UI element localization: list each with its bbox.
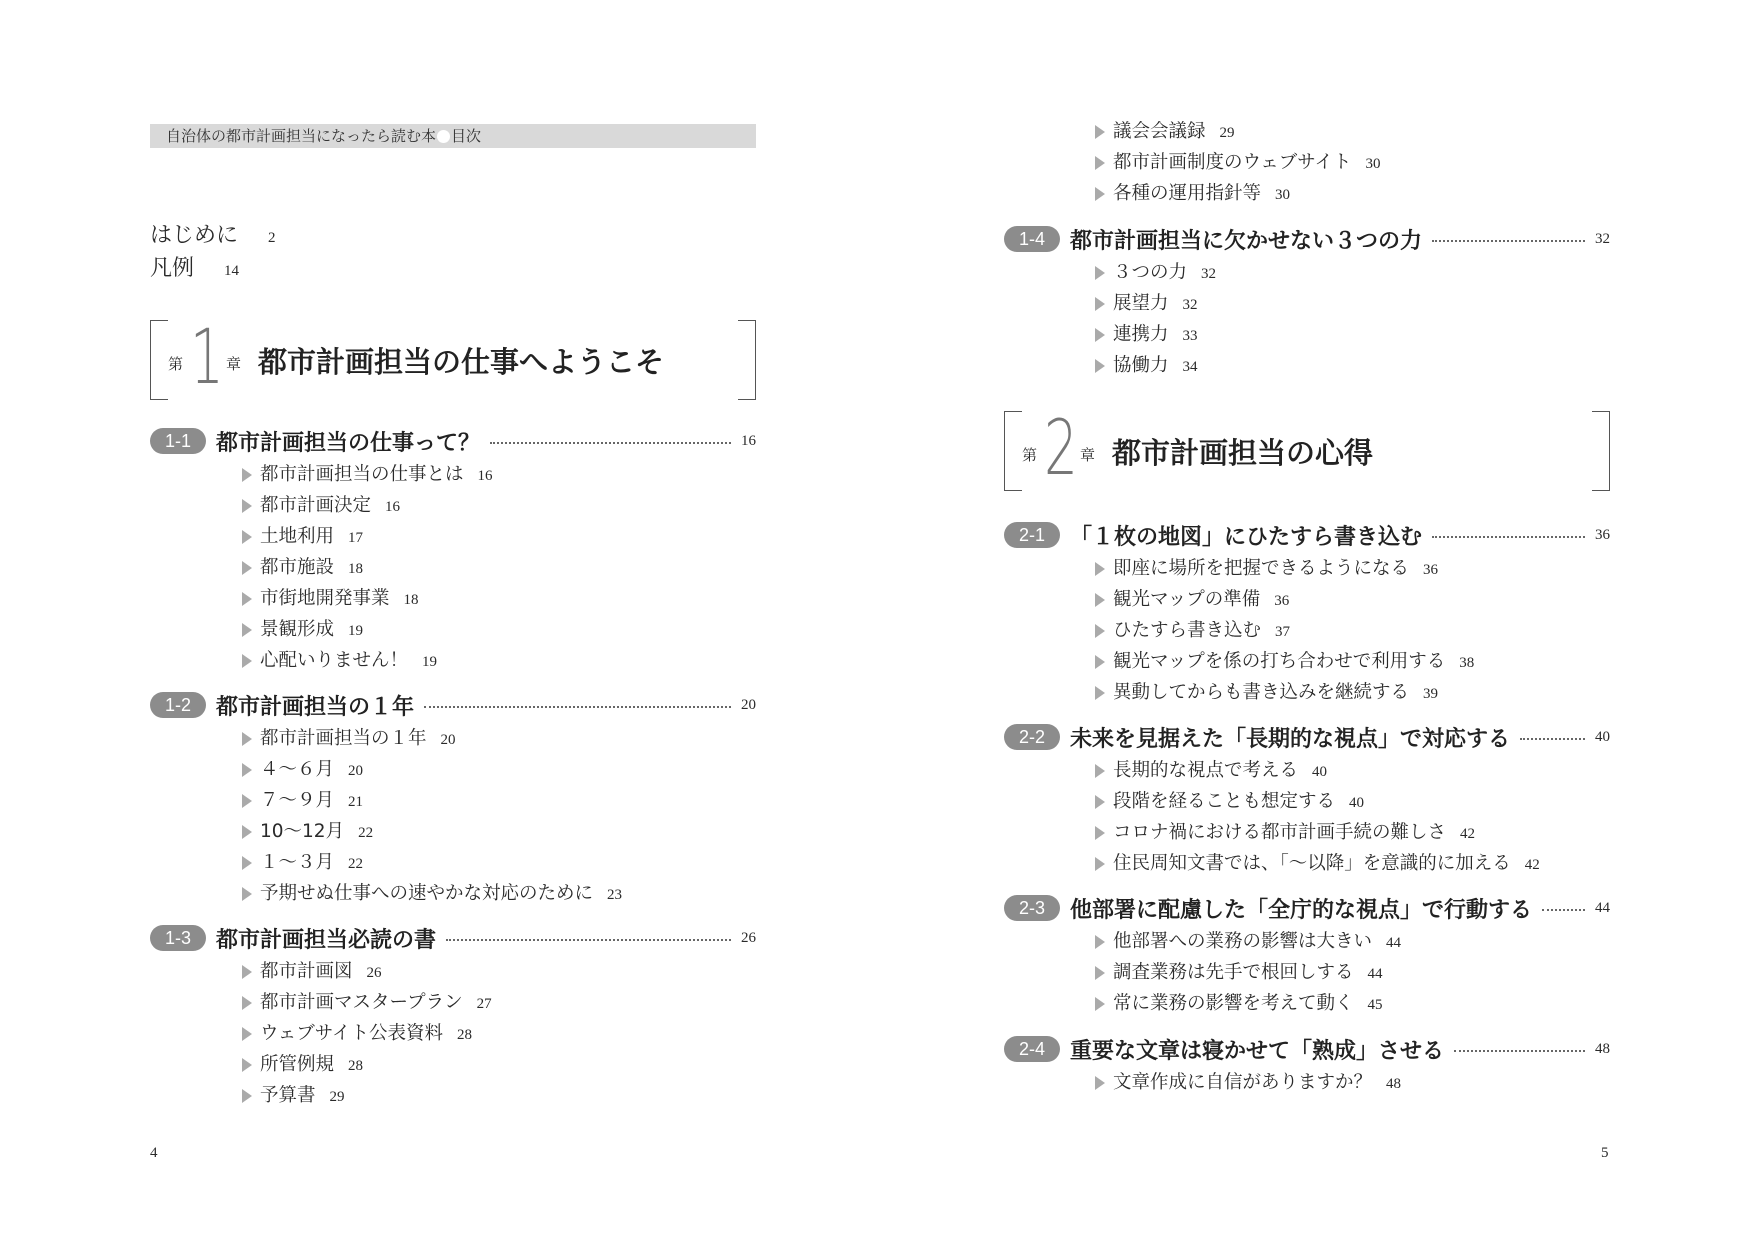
section-heading-1-3[interactable] (150, 923, 756, 953)
item-label: 都市計画マスタープラン (260, 992, 463, 1013)
section-page: 20 (741, 696, 756, 713)
section-title: 都市計画担当の１年 (216, 694, 415, 720)
triangle-bullet-icon (1095, 655, 1105, 669)
front-matter-item[interactable] (150, 218, 276, 249)
triangle-bullet-icon (1095, 328, 1105, 342)
item-label: 都市計画図 (260, 961, 353, 982)
item-label: 予算書 (260, 1085, 316, 1106)
list-item[interactable] (1095, 1067, 1401, 1098)
list-item[interactable] (1095, 957, 1401, 988)
item-list-1-3-right (1095, 116, 1380, 209)
list-item[interactable] (242, 1080, 492, 1111)
item-label: 議会会議録 (1113, 121, 1206, 142)
item-page: 28 (348, 1058, 364, 1074)
item-label: 連携力 (1113, 324, 1169, 345)
list-item[interactable] (1095, 755, 1540, 786)
dot-leader (446, 939, 731, 941)
item-list-1-3-left (242, 956, 492, 1111)
list-item[interactable] (242, 552, 493, 583)
front-matter-item[interactable] (150, 251, 239, 282)
dot-leader (1454, 1050, 1585, 1052)
triangle-bullet-icon (242, 654, 252, 668)
item-label: 文章作成に自信がありますか？ (1113, 1072, 1373, 1093)
triangle-bullet-icon (1095, 1076, 1105, 1090)
dot-leader (490, 442, 731, 444)
item-list-2-3 (1095, 926, 1401, 1019)
list-item[interactable] (1095, 178, 1380, 209)
item-page: 17 (348, 530, 364, 546)
chapter-title: 都市計画担当の仕事へようこそ (258, 345, 665, 379)
triangle-bullet-icon (1095, 624, 1105, 638)
item-page: 36 (1274, 593, 1290, 609)
item-page: 38 (1459, 655, 1475, 671)
triangle-bullet-icon (1095, 966, 1105, 980)
triangle-bullet-icon (242, 732, 252, 746)
bracket-left (150, 320, 168, 400)
item-label: 10～12月 (260, 821, 345, 842)
list-item[interactable] (1095, 786, 1540, 817)
triangle-bullet-icon (1095, 187, 1105, 201)
section-badge: 2-2 (1004, 724, 1060, 750)
item-label: 展望力 (1113, 293, 1169, 314)
item-page: 37 (1275, 624, 1291, 640)
list-item[interactable] (242, 614, 493, 645)
triangle-bullet-icon (1095, 359, 1105, 373)
item-page: 39 (1423, 686, 1439, 702)
triangle-bullet-icon (242, 794, 252, 808)
triangle-bullet-icon (1095, 297, 1105, 311)
book-title: 自治体の都市計画担当になったら読む本 (166, 127, 437, 145)
item-label: ひたすら書き込む (1113, 620, 1262, 641)
item-page: 45 (1367, 997, 1383, 1013)
section-page: 16 (741, 432, 756, 449)
list-item[interactable] (1095, 147, 1380, 178)
section-heading-2-2[interactable] (1004, 722, 1610, 752)
item-page: 32 (1201, 266, 1217, 282)
list-item[interactable] (1095, 615, 1474, 646)
section-heading-2-3[interactable] (1004, 893, 1610, 923)
section-badge: 1-1 (150, 428, 206, 454)
item-label: ７～９月 (260, 790, 335, 811)
triangle-bullet-icon (1095, 764, 1105, 778)
section-badge: 2-4 (1004, 1036, 1060, 1062)
list-item[interactable] (242, 583, 493, 614)
item-page: 30 (1275, 187, 1291, 203)
item-page: 19 (348, 623, 364, 639)
triangle-bullet-icon (242, 965, 252, 979)
item-page: 40 (1312, 764, 1328, 780)
item-label: 景観形成 (260, 619, 335, 640)
section-badge: 2-1 (1004, 522, 1060, 548)
section-title: 未来を見据えた「長期的な視点」で対応する (1070, 726, 1511, 752)
triangle-bullet-icon (242, 1058, 252, 1072)
list-item[interactable] (242, 785, 622, 816)
running-header (150, 124, 756, 148)
item-page: 22 (348, 856, 364, 872)
list-item[interactable] (1095, 553, 1474, 584)
triangle-bullet-icon (242, 592, 252, 606)
item-page: 18 (403, 592, 419, 608)
section-title: 「１枚の地図」にひたすら書き込む (1070, 524, 1423, 550)
item-page: 42 (1460, 826, 1476, 842)
triangle-bullet-icon (242, 1089, 252, 1103)
item-page: 27 (476, 996, 492, 1012)
item-list-2-4 (1095, 1067, 1401, 1098)
list-item[interactable] (242, 1018, 492, 1049)
item-page: 40 (1349, 795, 1365, 811)
item-label: 都市施設 (260, 557, 335, 578)
triangle-bullet-icon (1095, 156, 1105, 170)
item-page: 22 (358, 825, 374, 841)
list-item[interactable] (1095, 677, 1474, 708)
triangle-bullet-icon (242, 499, 252, 513)
list-item[interactable] (242, 490, 493, 521)
item-page: 30 (1365, 156, 1381, 172)
triangle-bullet-icon (1095, 826, 1105, 840)
list-item[interactable] (1095, 319, 1216, 350)
dot-leader (1432, 536, 1585, 538)
item-label: 都市計画制度のウェブサイト (1113, 152, 1352, 173)
item-label: 土地利用 (260, 526, 335, 547)
right-page (877, 0, 1755, 1240)
chapter-prefix: 第 (168, 355, 184, 373)
item-page: 32 (1182, 297, 1198, 313)
bracket-right (1592, 411, 1610, 491)
list-item[interactable] (1095, 817, 1540, 848)
list-item[interactable] (242, 956, 492, 987)
item-page: 16 (385, 499, 401, 515)
section-page: 32 (1595, 230, 1610, 247)
item-label: 異動してからも書き込みを継続する (1113, 682, 1410, 703)
section-title: 重要な文章は寝かせて「熟成」させる (1070, 1038, 1445, 1064)
list-item[interactable] (1095, 848, 1540, 879)
item-label: 段階を経ることも想定する (1113, 791, 1336, 812)
header-section: 目次 (451, 127, 482, 145)
item-label: 予期せぬ仕事への速やかな対応のために (260, 883, 594, 904)
front-matter-page: 2 (268, 230, 276, 246)
triangle-bullet-icon (1095, 935, 1105, 949)
item-list-1-4 (1095, 257, 1216, 381)
chapter-suffix: 章 (1080, 446, 1096, 464)
triangle-bullet-icon (1095, 266, 1105, 280)
item-label: 住民周知文書では、「～以降」を意識的に加える (1113, 853, 1511, 874)
list-item[interactable] (242, 723, 622, 754)
item-list-1-1 (242, 459, 493, 676)
list-item[interactable] (242, 754, 622, 785)
triangle-bullet-icon (1095, 795, 1105, 809)
list-item[interactable] (1095, 116, 1380, 147)
item-page: 42 (1524, 857, 1540, 873)
chapter-number: 1 (190, 312, 224, 401)
item-page: 18 (348, 561, 364, 577)
left-page (0, 0, 877, 1240)
triangle-bullet-icon (242, 887, 252, 901)
item-label: 都市計画担当の仕事とは (260, 464, 464, 485)
item-label: 市街地開発事業 (260, 588, 390, 609)
item-label: 他部署への業務の影響は大きい (1113, 931, 1373, 952)
item-page: 19 (422, 654, 438, 670)
item-label: 観光マップを係の打ち合わせで利用する (1113, 651, 1446, 672)
item-label: ４～６月 (260, 759, 335, 780)
dot-leader (1542, 909, 1585, 911)
list-item[interactable] (1095, 584, 1474, 615)
dot-leader (1520, 738, 1585, 740)
triangle-bullet-icon (242, 856, 252, 870)
front-matter-label: 凡例 (150, 256, 195, 281)
section-title: 都市計画担当の仕事って？ (216, 430, 481, 456)
bracket-left (1004, 411, 1022, 491)
section-heading-2-1[interactable] (1004, 520, 1610, 550)
section-heading-1-2[interactable] (150, 690, 756, 720)
triangle-bullet-icon (242, 561, 252, 575)
item-list-2-1 (1095, 553, 1474, 708)
list-item[interactable] (242, 878, 622, 909)
triangle-bullet-icon (242, 763, 252, 777)
item-page: 26 (366, 965, 382, 981)
item-label: 協働力 (1113, 355, 1169, 376)
item-page: 29 (329, 1089, 345, 1105)
item-page: 33 (1182, 328, 1198, 344)
list-item[interactable] (242, 987, 492, 1018)
triangle-bullet-icon (242, 1027, 252, 1041)
item-label: コロナ禍における都市計画手続の難しさ (1113, 822, 1447, 843)
triangle-bullet-icon (1095, 593, 1105, 607)
triangle-bullet-icon (1095, 857, 1105, 871)
chapter-heading-2[interactable] (1004, 403, 1610, 492)
item-page: 44 (1386, 935, 1402, 951)
list-item[interactable] (242, 816, 622, 847)
item-page: 16 (477, 468, 493, 484)
item-list-1-2 (242, 723, 622, 909)
triangle-bullet-icon (1095, 997, 1105, 1011)
section-title: 都市計画担当に欠かせない３つの力 (1070, 228, 1423, 254)
item-page: 23 (607, 887, 623, 903)
list-item[interactable] (1095, 926, 1401, 957)
section-badge: 2-3 (1004, 895, 1060, 921)
item-page: 21 (348, 794, 364, 810)
section-page: 44 (1595, 899, 1610, 916)
section-badge: 1-3 (150, 925, 206, 951)
triangle-bullet-icon (1095, 562, 1105, 576)
page-number-right: 5 (1601, 1145, 1609, 1161)
item-label: 所管例規 (260, 1054, 335, 1075)
bracket-right (738, 320, 756, 400)
triangle-bullet-icon (242, 825, 252, 839)
item-label: 都市計画決定 (260, 495, 372, 516)
list-item[interactable] (1095, 646, 1474, 677)
item-page: 48 (1386, 1076, 1402, 1092)
dot-leader (1432, 240, 1585, 242)
section-title: 他部署に配慮した「全庁的な視点」で行動する (1070, 897, 1533, 923)
chapter-suffix: 章 (226, 355, 242, 373)
list-item[interactable] (242, 521, 493, 552)
item-label: 観光マップの準備 (1113, 589, 1261, 610)
triangle-bullet-icon (242, 996, 252, 1010)
item-label: 心配いりません！ (260, 650, 409, 671)
list-item[interactable] (242, 459, 493, 490)
item-label: ３つの力 (1113, 262, 1188, 283)
triangle-bullet-icon (242, 623, 252, 637)
section-page: 26 (741, 929, 756, 946)
item-label: 調査業務は先手で根回しする (1113, 962, 1354, 983)
section-badge: 1-2 (150, 692, 206, 718)
section-heading-1-4[interactable] (1004, 224, 1610, 254)
section-page: 48 (1595, 1040, 1610, 1057)
triangle-bullet-icon (242, 468, 252, 482)
list-item[interactable] (1095, 988, 1401, 1019)
item-page: 20 (348, 763, 364, 779)
triangle-bullet-icon (242, 530, 252, 544)
item-label: 各種の運用指針等 (1113, 183, 1262, 204)
chapter-title: 都市計画担当の心得 (1112, 436, 1374, 470)
list-item[interactable] (1095, 257, 1216, 288)
item-label: 常に業務の影響を考えて動く (1113, 993, 1354, 1014)
item-page: 28 (456, 1027, 472, 1043)
page-number-left: 4 (150, 1145, 158, 1161)
list-item[interactable] (242, 847, 622, 878)
triangle-bullet-icon (1095, 125, 1105, 139)
list-item[interactable] (1095, 350, 1216, 381)
item-page: 34 (1182, 359, 1198, 375)
item-list-2-2 (1095, 755, 1540, 879)
item-page: 36 (1423, 562, 1439, 578)
list-item[interactable] (242, 1049, 492, 1080)
chapter-prefix: 第 (1022, 446, 1038, 464)
item-label: 長期的な視点で考える (1113, 760, 1299, 781)
item-label: 都市計画担当の１年 (260, 728, 427, 749)
item-label: 即座に場所を把握できるようになる (1113, 558, 1410, 579)
section-page: 36 (1595, 526, 1610, 543)
separator-dot-icon (437, 130, 450, 143)
triangle-bullet-icon (1095, 686, 1105, 700)
chapter-heading-1[interactable] (150, 312, 756, 401)
item-page: 29 (1219, 125, 1235, 141)
front-matter-label: はじめに (150, 223, 239, 248)
item-label: １～３月 (260, 852, 335, 873)
list-item[interactable] (1095, 288, 1216, 319)
dot-leader (424, 706, 731, 708)
section-page: 40 (1595, 728, 1610, 745)
list-item[interactable] (242, 645, 493, 676)
section-title: 都市計画担当必読の書 (216, 927, 437, 953)
section-heading-1-1[interactable] (150, 426, 756, 456)
item-label: ウェブサイト公表資料 (260, 1023, 443, 1044)
section-heading-2-4[interactable] (1004, 1034, 1610, 1064)
front-matter-page: 14 (224, 263, 240, 279)
item-page: 44 (1367, 966, 1383, 982)
chapter-number: 2 (1044, 403, 1078, 492)
item-page: 20 (440, 732, 456, 748)
section-badge: 1-4 (1004, 226, 1060, 252)
